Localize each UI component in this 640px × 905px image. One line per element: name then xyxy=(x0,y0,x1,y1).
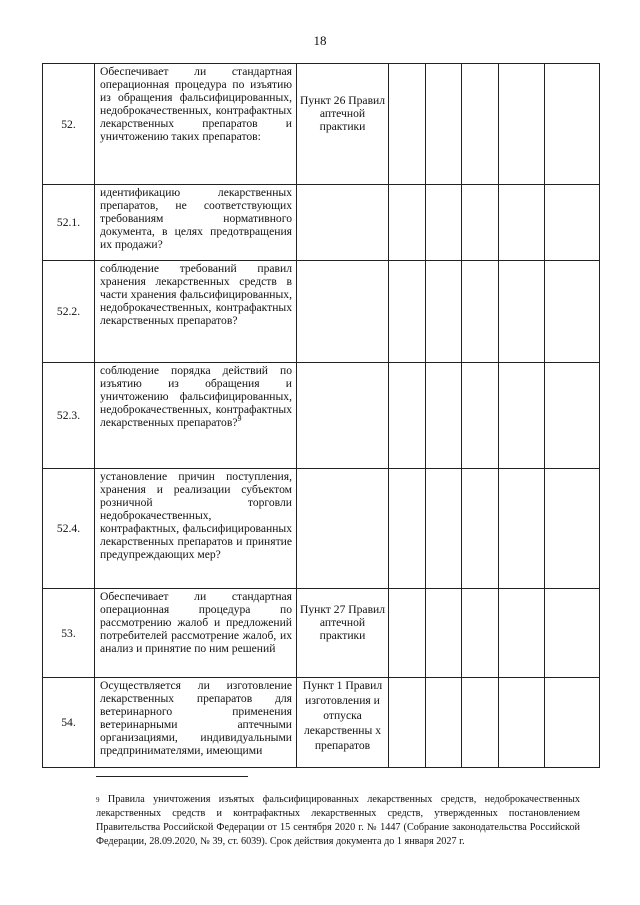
note-cell xyxy=(545,678,600,768)
legal-reference: Пункт 1 Правил изготовления и отпуска лекарственны х препаратов xyxy=(297,678,389,768)
footnote xyxy=(96,793,580,849)
requirement-text: установление причин поступления, хранения и реализации субъектом розничной торговли недоброкачественных, контрафактных, фальсифицированных лекарственных препаратов и принятие предупреждающих мер? xyxy=(95,469,297,589)
row-number: 52.3. xyxy=(43,363,95,469)
answer-cell xyxy=(499,469,545,589)
answer-cell-na xyxy=(462,469,499,589)
table-row xyxy=(43,64,600,185)
row-number: 54. xyxy=(43,678,95,768)
answer-cell-yes xyxy=(389,363,426,469)
page-number: 18 xyxy=(313,33,327,48)
answer-cell-no xyxy=(426,469,462,589)
answer-cell-no xyxy=(426,589,462,678)
requirement-text: Осуществляется ли изготовление лекарственных препаратов для ветеринарного применения ветеринарными аптечными организациями, индивидуальными предпринимателями, имеющими xyxy=(95,678,297,768)
answer-cell-yes xyxy=(389,469,426,589)
answer-cell-no xyxy=(426,185,462,261)
answer-cell xyxy=(499,678,545,768)
answer-cell-no xyxy=(426,678,462,768)
answer-cell-no xyxy=(426,64,462,185)
note-cell xyxy=(545,469,600,589)
note-cell xyxy=(545,185,600,261)
answer-cell xyxy=(499,589,545,678)
row-number: 53. xyxy=(43,589,95,678)
note-cell xyxy=(545,363,600,469)
answer-cell xyxy=(499,363,545,469)
table-row xyxy=(43,185,600,261)
answer-cell-na xyxy=(462,678,499,768)
table-row xyxy=(43,261,600,363)
footnote-divider xyxy=(96,776,248,777)
note-cell xyxy=(545,261,600,363)
answer-cell-yes xyxy=(389,64,426,185)
answer-cell-yes xyxy=(389,261,426,363)
requirement-text: Обеспечивает ли стандартная операционная процедура по изъятию из обращения фальсифицированных, недоброкачественных, контрафактных лекарственных препаратов и уничтожению таких препаратов: xyxy=(95,64,297,185)
legal-reference xyxy=(297,469,389,589)
table-row xyxy=(43,469,600,589)
table-row xyxy=(43,678,600,768)
note-cell xyxy=(545,589,600,678)
note-cell xyxy=(545,64,600,185)
answer-cell-yes xyxy=(389,185,426,261)
requirement-text: идентификацию лекарственных препаратов, не соответствующих требованиям нормативного документа, в целях предотвращения их продажи? xyxy=(95,185,297,261)
legal-reference xyxy=(297,363,389,469)
answer-cell-na xyxy=(462,363,499,469)
answer-cell xyxy=(499,261,545,363)
answer-cell-yes xyxy=(389,678,426,768)
table-row xyxy=(43,589,600,678)
requirement-text: соблюдение требований правил хранения лекарственных средств в части хранения фальсифицированных, недоброкачественных, контрафактных лекарственных препаратов? xyxy=(95,261,297,363)
row-number: 52. xyxy=(43,64,95,185)
legal-reference xyxy=(297,261,389,363)
answer-cell-no xyxy=(426,363,462,469)
answer-cell-na xyxy=(462,185,499,261)
table-row xyxy=(43,363,600,469)
answer-cell-no xyxy=(426,261,462,363)
legal-reference xyxy=(297,185,389,261)
row-number: 52.2. xyxy=(43,261,95,363)
answer-cell-na xyxy=(462,64,499,185)
footnote-mark: 9 xyxy=(96,796,100,804)
footnote-text: Правила уничтожения изъятых фальсифицированных лекарственных средств, недоброкачественных лекарственных средств и контрафактных лекарственных средств, утвержденных постановлением Правительства Российской Федерации от 15 сентября 2020 г. № 1447 (Собрание законодательства Российской Федерации, 28.09.2020, № 39, ст. 6039). Срок действия документа до 1 января 2027 г. xyxy=(96,794,580,847)
legal-reference: Пункт 26 Правил аптечной практики xyxy=(297,64,389,185)
legal-reference: Пункт 27 Правил аптечной практики xyxy=(297,589,389,678)
answer-cell-na xyxy=(462,261,499,363)
row-number: 52.4. xyxy=(43,469,95,589)
checklist-table xyxy=(42,63,600,768)
answer-cell-na xyxy=(462,589,499,678)
footnote-reference: 9 xyxy=(237,414,242,424)
answer-cell xyxy=(499,64,545,185)
answer-cell-yes xyxy=(389,589,426,678)
requirement-text: Обеспечивает ли стандартная операционная процедура по рассмотрению жалоб и предложений потребителей рассмотрение жалоб, их анализ и принятие по ним решений xyxy=(95,589,297,678)
row-number: 52.1. xyxy=(43,185,95,261)
answer-cell xyxy=(499,185,545,261)
requirement-text: соблюдение порядка действий по изъятию из обращения и уничтожению фальсифицированных, недоброкачественных, контрафактных лекарственных препаратов?$^9$ xyxy=(95,363,297,469)
